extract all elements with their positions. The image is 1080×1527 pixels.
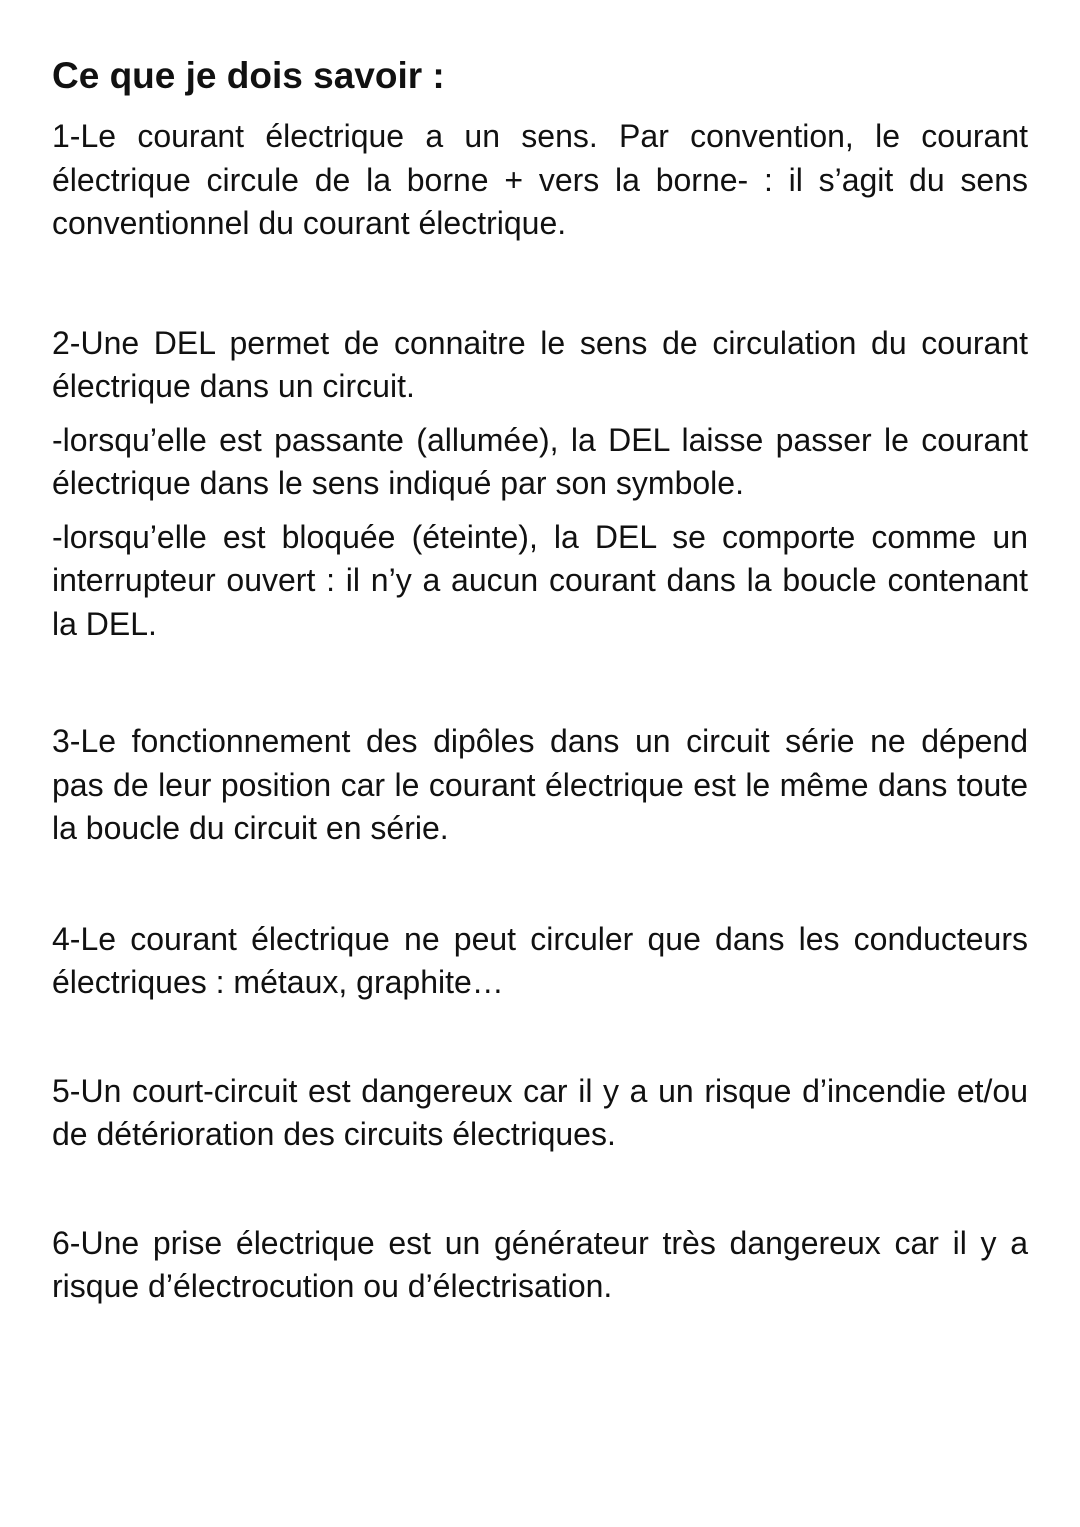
page-title: Ce que je dois savoir : <box>52 55 445 96</box>
paragraph-2b-led-blocked: -lorsqu’elle est bloquée (éteinte), la DEL se comporte comme un interrupteur ouvert : il n’y a aucun courant dans la boucle contenant la DEL. <box>52 518 1028 642</box>
document-page <box>52 0 1028 1309</box>
paragraph-2a-led-passing: -lorsqu’elle est passante (allumée), la DEL laisse passer le courant électrique dans le sens indiqué par son symbole. <box>52 421 1028 501</box>
paragraph-6-electric-outlet: 6-Une prise électrique est un générateur très dangereux car il y a risque d’électrocution ou d’électrisation. <box>52 1224 1028 1304</box>
paragraph-4-conductors: 4-Le courant électrique ne peut circuler que dans les conducteurs électriques : métaux, graphite… <box>52 920 1028 1000</box>
paragraph-1-current-direction: 1-Le courant électrique a un sens. Par convention, le courant électrique circule de la borne + vers la borne- : il s’agit du sens conventionnel du courant électrique. <box>52 118 1028 241</box>
paragraph-2-led: 2-Une DEL permet de connaitre le sens de circulation du courant électrique dans un circuit. <box>52 324 1028 404</box>
paragraph-3-series-circuit: 3-Le fonctionnement des dipôles dans un circuit série ne dépend pas de leur position car le courant électrique est le même dans toute la boucle du circuit en série. <box>52 723 1028 846</box>
paragraph-5-short-circuit: 5-Un court-circuit est dangereux car il y a un risque d’incendie et/ou de détérioration des circuits électriques. <box>52 1072 1028 1152</box>
